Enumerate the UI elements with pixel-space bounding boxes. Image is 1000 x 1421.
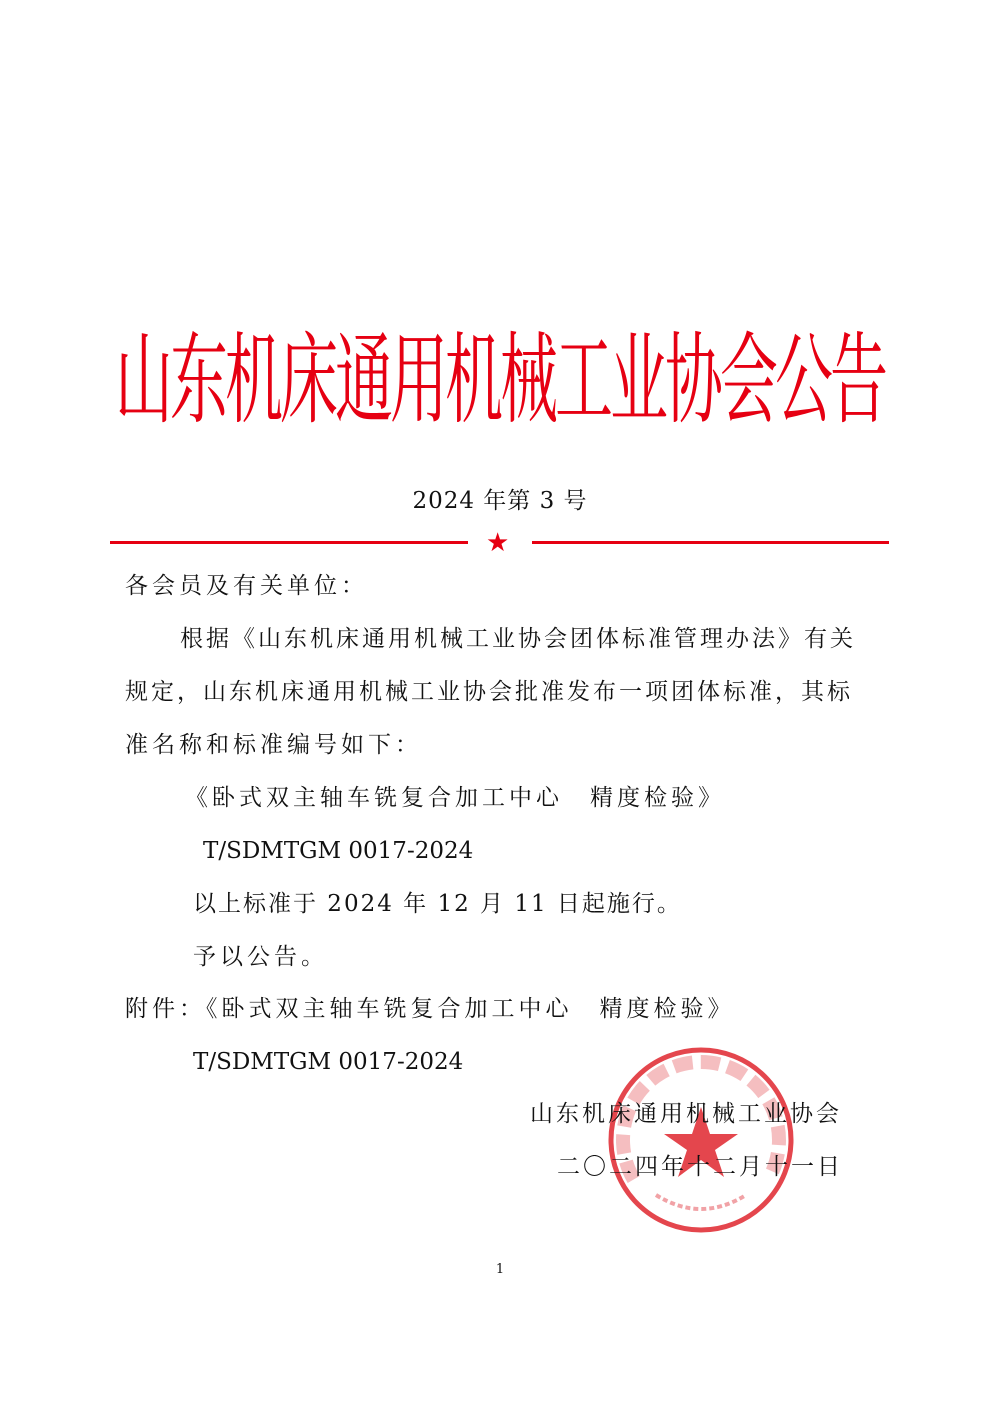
attachment-code: T/SDMTGM 0017-2024 xyxy=(193,1049,464,1075)
star-icon: ★ xyxy=(486,528,510,558)
standard-name: 《卧式双主轴车铣复合加工中心 精度检验》 xyxy=(185,785,725,811)
divider-left xyxy=(110,541,468,544)
salutation: 各会员及有关单位： xyxy=(125,573,368,599)
announcement-number: 2024 年第 3 号 xyxy=(412,488,588,514)
paragraph-line: 规定，山东机床通用机械工业协会批准发布一项团体标准，其标 xyxy=(125,679,853,705)
divider-right xyxy=(532,541,889,544)
announcement-title: 山东机床通用机械工业协会公告 xyxy=(114,322,885,438)
closing: 予以公告。 xyxy=(193,944,328,970)
attachment: 附件：《卧式双主轴车铣复合加工中心 精度检验》 xyxy=(125,996,735,1022)
signature-date: 二〇二四年十二月十一日 xyxy=(557,1154,843,1180)
paragraph-line: 准名称和标准编号如下： xyxy=(125,732,422,758)
page-number: 1 xyxy=(495,1262,505,1277)
signature-org: 山东机床通用机械工业协会 xyxy=(530,1101,842,1127)
effective-date: 以上标准于 2024 年 12 月 11 日起施行。 xyxy=(193,891,682,917)
official-seal xyxy=(606,1045,796,1235)
standard-code: T/SDMTGM 0017-2024 xyxy=(203,838,474,864)
paragraph-line: 根据《山东机床通用机械工业协会团体标准管理办法》有关 xyxy=(180,626,856,652)
